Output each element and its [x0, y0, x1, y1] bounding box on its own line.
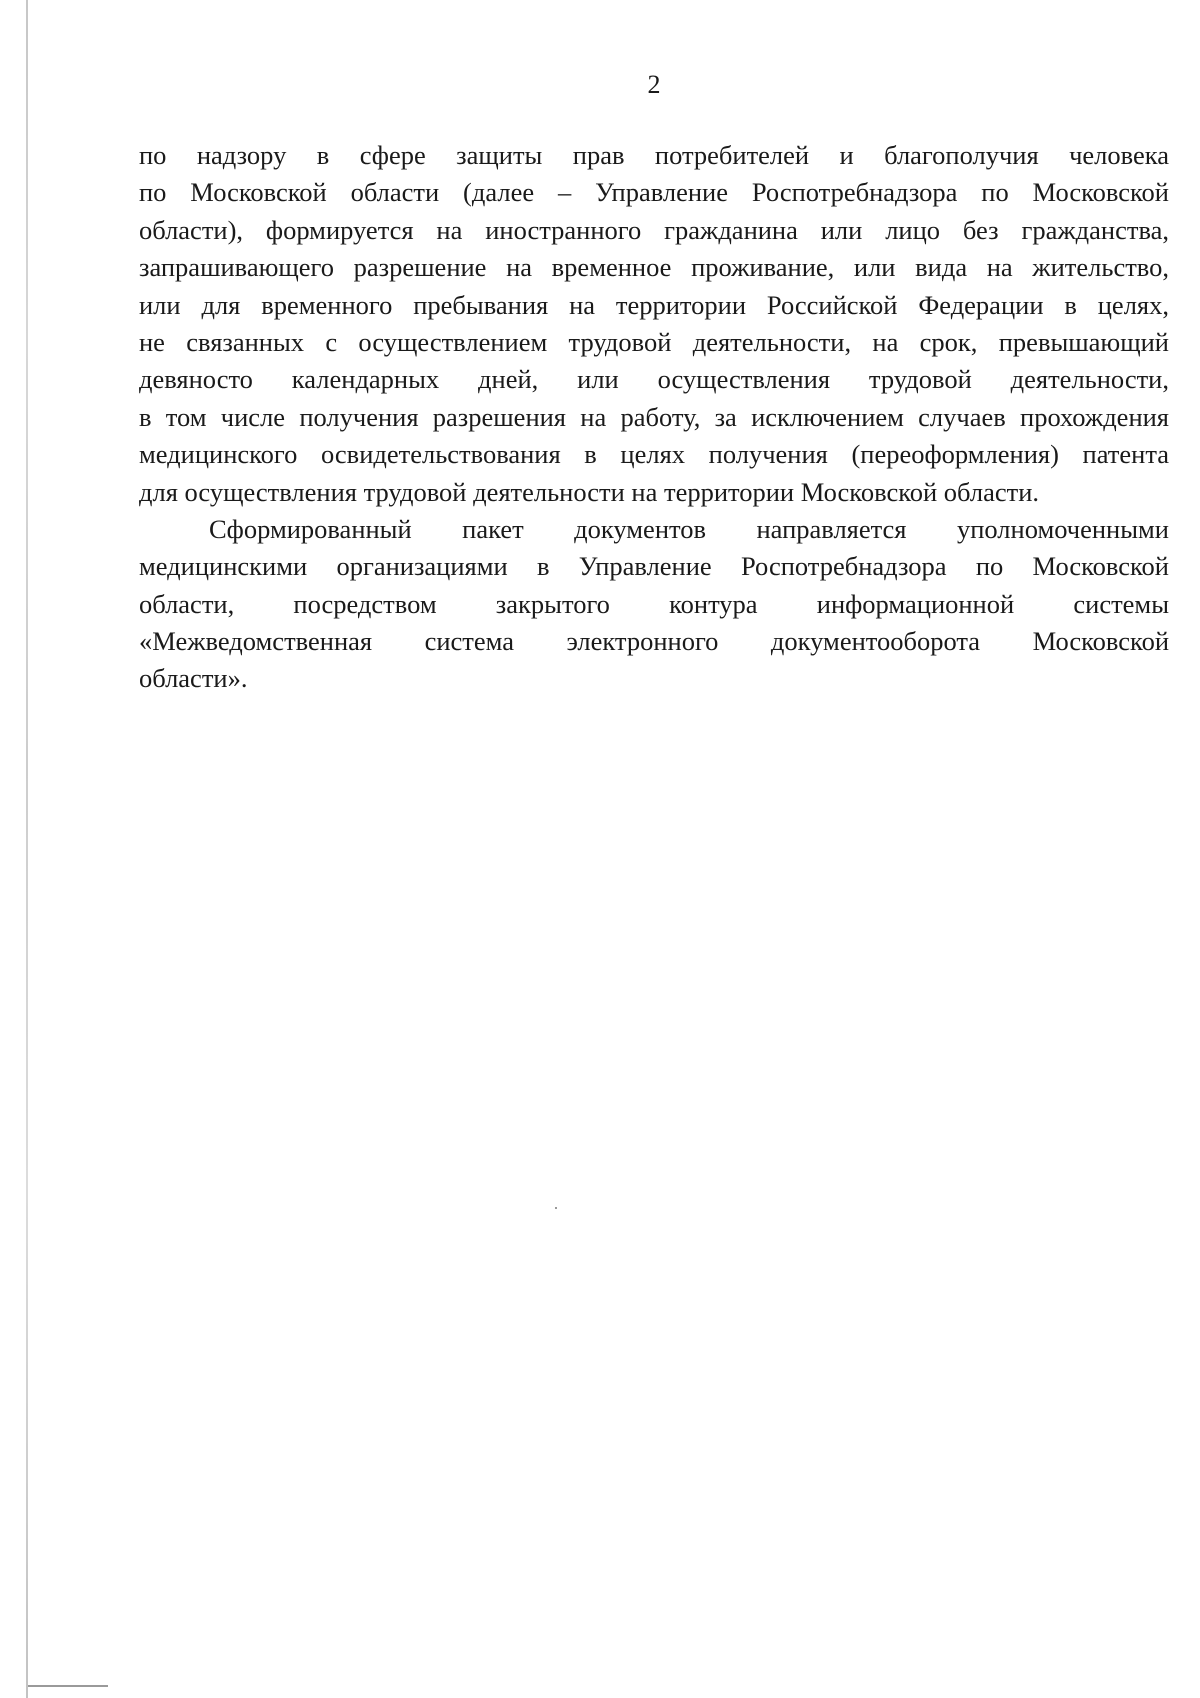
text-line: медицинского освидетельствования в целях получения (переоформления) патента — [139, 439, 1169, 470]
document-body — [139, 137, 1169, 698]
text-line: не связанных с осуществлением трудовой деятельности, на срок, превышающий — [139, 326, 1169, 357]
text-line: области), формируется на иностранного гражданина или лицо без гражданства, — [139, 214, 1169, 245]
text-line: или для временного пребывания на территории Российской Федерации в целях, — [139, 289, 1169, 320]
text-line: по Московской области (далее – Управление Роспотребнадзора по Московской — [139, 177, 1169, 208]
scan-bottom-edge — [28, 1685, 108, 1687]
text-line: девяносто календарных дней, или осуществления трудовой деятельности, — [139, 364, 1169, 395]
page-number: 2 — [647, 70, 661, 99]
scan-speck — [555, 1207, 557, 1209]
text-line: Сформированный пакет документов направляется уполномоченными — [209, 513, 1169, 544]
text-line: запрашивающего разрешение на временное проживание, или вида на жительство, — [139, 252, 1169, 283]
text-line: области». — [139, 663, 248, 694]
paragraph-2 — [139, 511, 1169, 698]
paragraph-1 — [139, 137, 1169, 511]
text-line: в том числе получения разрешения на работу, за исключением случаев прохождения — [139, 401, 1169, 432]
text-line: области, посредством закрытого контура информационной системы — [139, 588, 1169, 619]
scan-left-edge — [26, 0, 28, 1698]
text-line: по надзору в сфере защиты прав потребителей и благополучия человека — [139, 140, 1169, 170]
text-line: «Межведомственная система электронного документооборота Московской — [139, 626, 1169, 657]
text-line: медицинскими организациями в Управление Роспотребнадзора по Московской — [139, 551, 1169, 582]
text-line: для осуществления трудовой деятельности на территории Московской области. — [139, 476, 1040, 507]
